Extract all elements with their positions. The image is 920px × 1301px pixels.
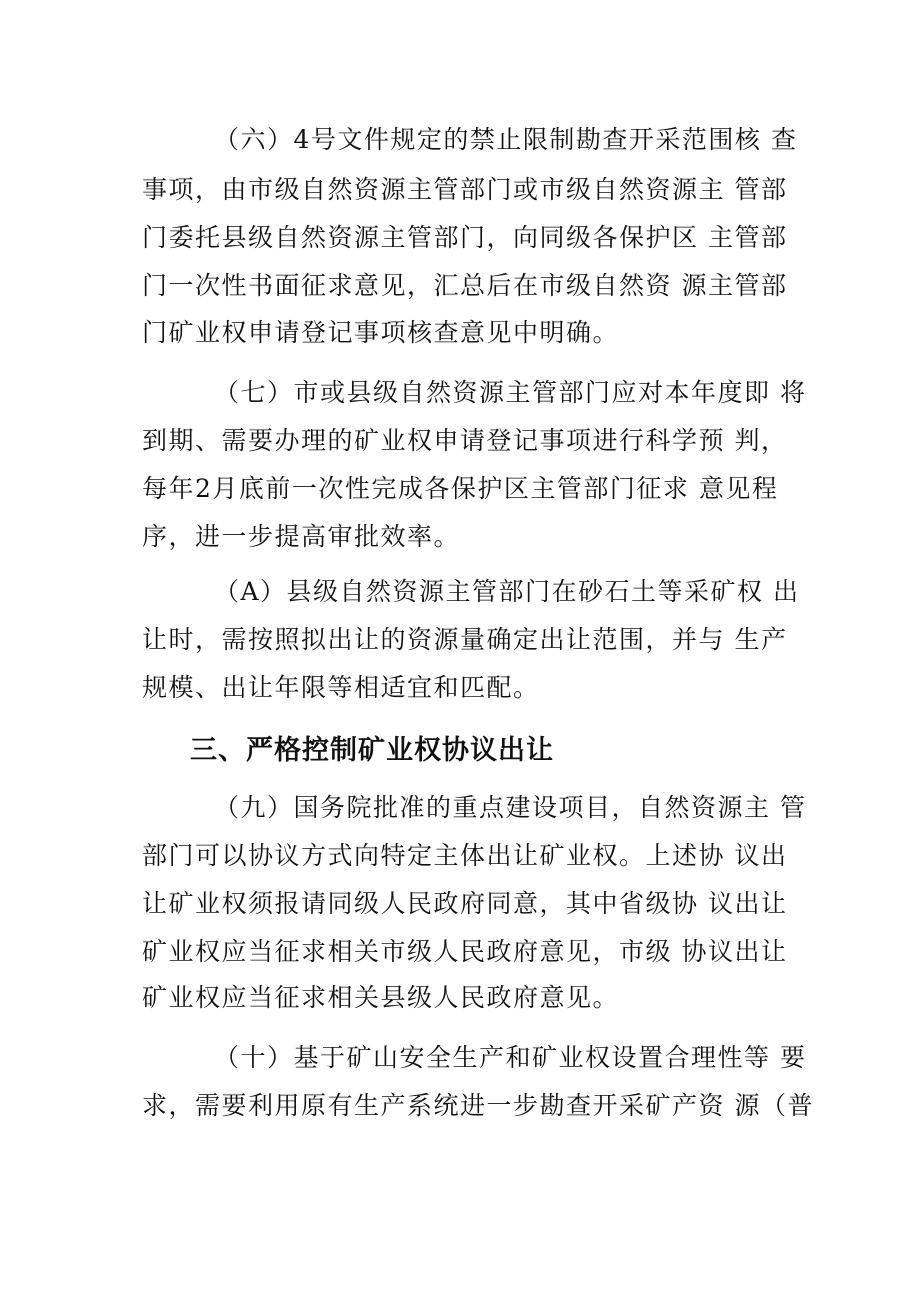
paragraph-9-line-2: 部门可以协议方式向特定主体出让矿业权。上述协 议出 [142,841,788,870]
paragraph-7-line-1: （七）市或县级自然资源主管部门应对本年度即 将 [214,378,807,407]
paragraph-6-line-5: 门矿业权申请登记事项核查意见中明确。 [142,318,620,347]
paragraph-10-line-1: （十）基于矿山安全生产和矿业权设置合理性等 要 [214,1043,807,1072]
paragraph-9-line-1: （九）国务院批准的重点建设项目，自然资源主 管 [214,793,807,822]
paragraph-8-line-1: （A）县级自然资源主管部门在砂石土等采矿权 出 [214,577,800,606]
paragraph-6-line-2: 事项，由市级自然资源主管部门或市级自然资源主 管部 [142,175,788,204]
paragraph-7-line-2: 到期、需要办理的矿业权申请登记事项进行科学预 判， [142,426,788,455]
paragraph-6-line-1: （六）4号文件规定的禁止限制勘查开采范围核 查 [214,125,798,154]
paragraph-8-line-2: 让时，需按照拟出让的资源量确定出让范围，并与 生产 [142,625,788,654]
paragraph-9-line-3: 让矿业权须报请同级人民政府同意，其中省级协 议出让 [142,889,788,918]
paragraph-9-line-5: 矿业权应当征求相关县级人民政府意见。 [142,983,620,1012]
paragraph-7-line-4: 序，进一步提高审批效率。 [142,522,461,551]
section-heading: 三、严格控制矿业权协议出让 [190,735,554,766]
paragraph-8-line-3: 规模、出让年限等相适宜和匹配。 [142,673,540,702]
paragraph-9-line-4: 矿业权应当征求相关市级人民政府意见，市级 协议出让 [142,937,788,966]
paragraph-10-line-2: 求，需要利用原有生产系统进一步勘查开采矿产资 源（普 [142,1091,814,1120]
paragraph-7-line-3: 每年2月底前一次性完成各保护区主管部门征求 意见程 [142,474,779,503]
paragraph-6-line-3: 门委托县级自然资源主管部门，向同级各保护区 主管部 [142,223,788,252]
paragraph-6-line-4: 门一次性书面征求意见，汇总后在市级自然资 源主管部 [142,271,788,300]
